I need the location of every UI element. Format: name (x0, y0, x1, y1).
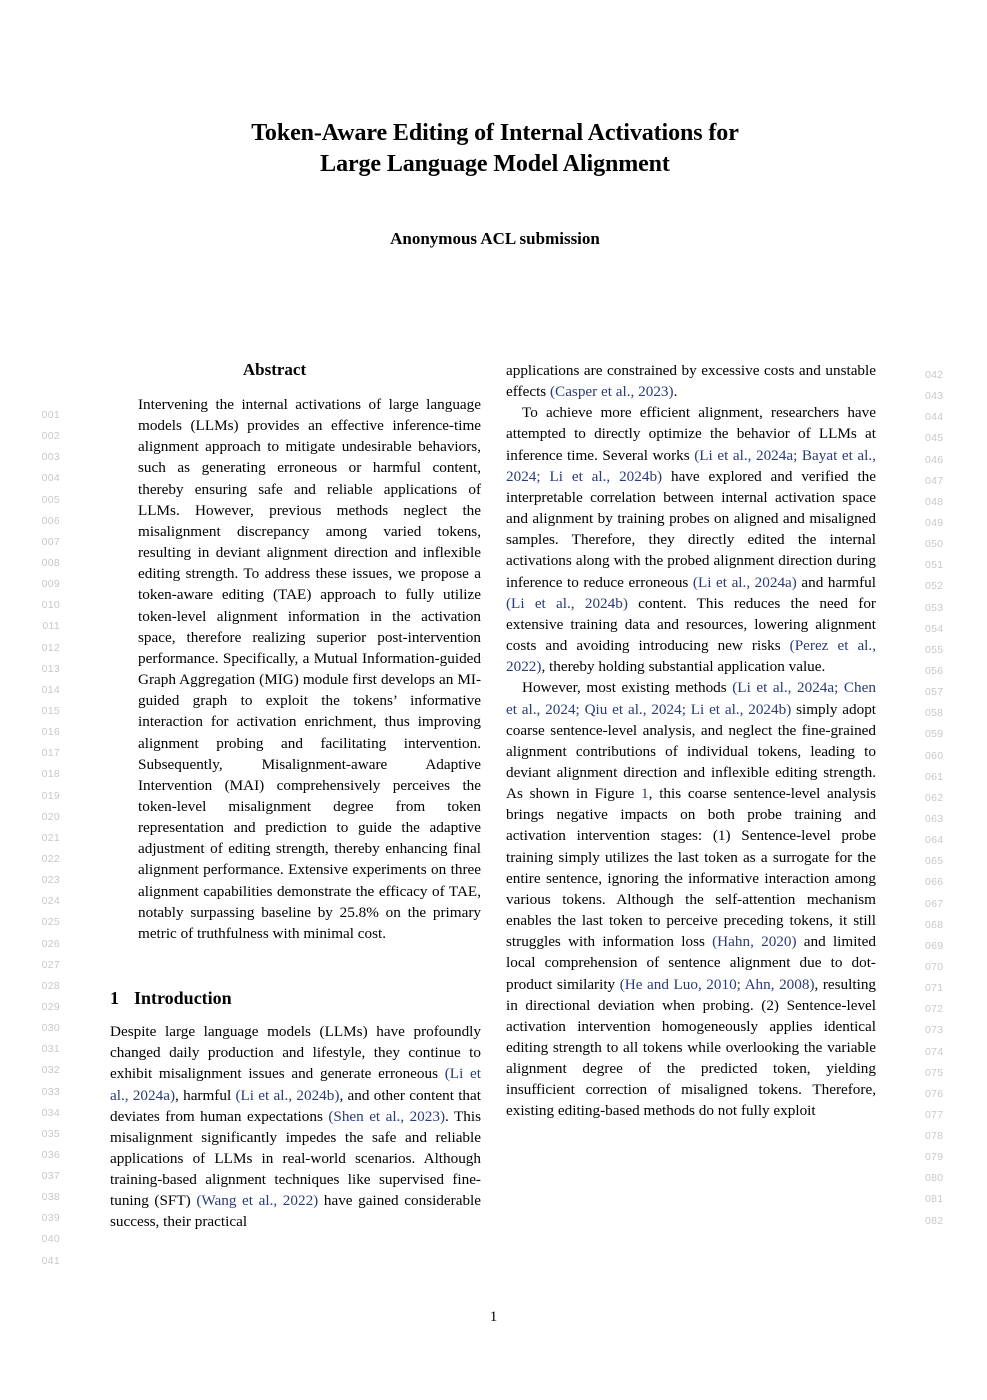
line-number: 053 (925, 601, 944, 614)
line-number: 044 (925, 411, 944, 424)
body-text: have gained considerable success, their practical (110, 1192, 481, 1231)
line-number: 038 (41, 1191, 60, 1204)
line-number: 002 (41, 430, 60, 443)
line-number: 024 (41, 895, 60, 908)
line-number: 070 (925, 960, 944, 973)
body-text: content. This reduces the need for extensive training data and resources, lowering alignment costs and avoiding introducing new risks (506, 594, 876, 655)
author-line: Anonymous ACL submission (390, 229, 600, 248)
line-number: 020 (41, 810, 60, 823)
line-number: 066 (925, 876, 944, 889)
line-number: 072 (925, 1003, 944, 1016)
body-text: applications are constrained by excessive costs and unstable effects (506, 362, 876, 401)
citation-link[interactable]: 1 (641, 785, 649, 803)
line-number: 055 (925, 643, 944, 656)
line-number: 059 (925, 728, 944, 741)
line-number: 012 (41, 641, 60, 654)
line-number: 051 (925, 559, 944, 572)
citation-link[interactable]: (Li et al., 2024a) (692, 573, 797, 591)
page-title (120, 118, 870, 180)
line-number: 007 (41, 535, 60, 548)
body-text: , thereby holding substantial application value. (541, 658, 826, 676)
line-number: 037 (41, 1170, 60, 1183)
title-line-2: Large Language Model Alignment (320, 151, 670, 177)
line-number: 062 (925, 791, 944, 804)
line-number: 019 (41, 789, 60, 802)
line-number-gutter-left (14, 405, 60, 1272)
line-number: 015 (41, 704, 60, 717)
line-number: 054 (925, 622, 944, 635)
body-text: , resulting in directional deviation when probing. (2) Sentence-level activation intervention homogeneously applies identical editing strength to all tokens while overlooking the variable alignment degree of the predicted token, yielding insufficient correction of misaligned tokens. Therefore, existing editing-based methods do not fully exploit (506, 975, 877, 1120)
line-number: 026 (41, 937, 60, 950)
line-number: 021 (41, 831, 60, 844)
line-number: 067 (925, 897, 944, 910)
line-number: 042 (925, 369, 944, 381)
body-text: Despite large language models (LLMs) have profoundly changed daily production and lifestyle, they continue to exhibit misalignment issues and generate erroneous (110, 1023, 481, 1083)
line-number: 043 (925, 390, 944, 403)
line-number: 063 (925, 812, 944, 825)
line-number: 023 (41, 874, 60, 887)
citation-link[interactable]: (Li et al., 2024b) (506, 594, 628, 612)
paragraph-intro-3 (506, 677, 876, 1121)
column-right (506, 360, 876, 1122)
body-text: , and other content that deviates from human expectations (110, 1086, 481, 1125)
line-number: 009 (41, 578, 60, 591)
abstract-text: Intervening the internal activations of large language models (LLMs) provides an effective inference-time alignment approach to mitigate undesirable behaviors, such as generating erroneous or harmful content, thereby ensuring safe and reliable applications of LLMs. However, previous methods neglect the misalignment discrepancy among varied tokens, resulting in deviant alignment direction and inflexible editing strength. To address these issues, we propose a token-aware editing (TAE) approach to fully utilize token-level alignment information in the activation space, therefore realizing superior post-intervention performance. Specifically, a Mutual Information-guided Graph Aggregation (MIG) module first develops an MI-guided graph to exploit the tokens’ informative interaction for activation enrichment, thus improving alignment probing and facilitating intervention. Subsequently, Misalignment-aware Adaptive Intervention (MAI) comprehensively perceives the token-level misalignment degree from token representation and prediction to guide the adaptive adjustment of editing strength, thereby enhancing final alignment performance. Extensive experiments on three alignment capabilities demonstrate the efficacy of TAE, notably surpassing baseline by 25.8% on the primary metric of truthfulness with minimal cost. (138, 396, 481, 942)
paragraph-intro-1-cont (506, 360, 876, 402)
line-number: 010 (41, 599, 60, 612)
line-number: 034 (41, 1106, 60, 1119)
line-number: 075 (925, 1066, 944, 1079)
line-number: 008 (41, 556, 60, 569)
body-text: simply adopt coarse sentence-level analysis, and neglect the fine-grained alignment contributions of individual tokens, leading to deviant alignment direction and inflexible editing strength. As shown in Figure (506, 700, 877, 803)
section-title: Introduction (134, 988, 232, 1009)
line-number: 025 (41, 916, 60, 929)
line-number: 027 (41, 958, 60, 971)
line-number: 049 (925, 516, 944, 529)
line-number: 077 (925, 1108, 944, 1121)
line-number: 017 (41, 747, 60, 760)
line-number: 041 (41, 1254, 60, 1267)
line-number: 073 (925, 1024, 944, 1037)
title-line-1: Token-Aware Editing of Internal Activations for (251, 120, 739, 146)
line-number: 046 (925, 453, 944, 466)
line-number: 052 (925, 580, 944, 593)
body-text: and harmful (796, 573, 876, 591)
body-text: However, most existing methods (522, 679, 733, 697)
line-number: 035 (41, 1127, 60, 1140)
body-text: , harmful (175, 1086, 236, 1104)
body-text: , this coarse sentence-level analysis brings negative impacts on both probe training and activation intervention stages: (1) Sentence-level probe training simply utilizes the last token as a surrogate for the entire sentence, ignoring the informative interaction among various tokens. Although the self-attention mechanism enables the last token to perceive preceding tokens, it still struggles with information loss (506, 785, 876, 951)
line-number: 057 (925, 686, 944, 699)
line-number: 071 (925, 982, 944, 995)
line-number: 082 (925, 1214, 944, 1227)
body-text: and limited local comprehension of sentence alignment due to dot-product similarity (506, 933, 876, 993)
line-number: 031 (41, 1043, 60, 1056)
citation-link[interactable]: (Shen et al., 2023) (328, 1107, 446, 1125)
column-left (68, 360, 481, 1233)
citation-link[interactable]: (Li et al., 2024a; Chen et al., 2024; Qiu et al., 2024; Li et al., 2024b) (506, 679, 876, 718)
citation-link[interactable]: (Wang et al., 2022) (196, 1192, 319, 1210)
line-number: 029 (41, 1000, 60, 1013)
line-number: 058 (925, 707, 944, 720)
line-number: 033 (41, 1085, 60, 1098)
body-text: To achieve more efficient alignment, researchers have attempted to directly optimize the behavior of LLMs at inference time. Several works (506, 404, 876, 464)
body-text: . This misalignment significantly impedes the safe and reliable applications of LLMs in real-world scenarios. Although training-based alignment techniques like supervised fine-tuning (SFT) (110, 1107, 481, 1210)
line-number: 050 (925, 538, 944, 551)
line-number: 076 (925, 1087, 944, 1100)
line-number: 078 (925, 1130, 944, 1143)
line-number: 005 (41, 493, 60, 506)
line-number: 074 (925, 1045, 944, 1058)
page-number: 1 (489, 1308, 498, 1325)
line-number: 056 (925, 664, 944, 677)
line-number: 018 (41, 768, 60, 781)
abstract-heading: Abstract (242, 360, 307, 379)
line-number: 028 (41, 979, 60, 992)
line-number: 048 (925, 495, 944, 508)
line-number: 014 (41, 683, 60, 696)
line-number: 016 (41, 726, 60, 739)
line-number: 045 (925, 432, 944, 445)
line-number: 013 (41, 662, 60, 675)
line-number: 039 (41, 1212, 60, 1225)
paragraph-intro-2 (506, 402, 876, 677)
line-number: 036 (41, 1148, 60, 1161)
citation-link[interactable]: (Li et al., 2024a; Bayat et al., 2024; Li et al., 2024b) (506, 446, 876, 485)
line-number: 011 (42, 620, 60, 633)
line-number: 061 (925, 770, 944, 783)
citation-link[interactable]: (Li et al., 2024a) (110, 1065, 481, 1104)
line-number: 004 (41, 472, 60, 485)
line-number: 040 (41, 1233, 60, 1246)
line-number: 022 (41, 852, 60, 865)
line-number: 032 (41, 1064, 60, 1077)
section-number: 1 (110, 988, 119, 1009)
body-text: have explored and verified the interpretable correlation between internal activation space and alignment by training probes on aligned and misaligned samples. Therefore, they directly edited the internal activations along with the probed alignment direction during inference to reduce erroneous (506, 467, 876, 591)
line-number: 047 (925, 474, 944, 487)
citation-link[interactable]: (He and Luo, 2010; Ahn, 2008) (619, 975, 815, 993)
citation-link[interactable]: (Casper et al., 2023) (550, 383, 674, 401)
line-number-gutter-right (925, 365, 971, 1232)
line-number: 006 (41, 514, 60, 527)
citation-link[interactable]: (Li et al., 2024b) (235, 1086, 340, 1104)
line-number: 030 (41, 1022, 60, 1035)
line-number: 065 (925, 855, 944, 868)
line-number: 001 (41, 409, 60, 421)
line-number: 079 (925, 1151, 944, 1164)
citation-link[interactable]: (Hahn, 2020) (712, 933, 797, 951)
line-number: 060 (925, 749, 944, 762)
citation-link[interactable]: (Perez et al., 2022) (506, 637, 876, 676)
paragraph-intro-1 (68, 1021, 481, 1233)
line-number: 068 (925, 918, 944, 931)
line-number: 081 (925, 1193, 944, 1206)
line-number: 064 (925, 834, 944, 847)
line-number: 080 (925, 1172, 944, 1185)
line-number: 003 (41, 451, 60, 464)
line-number: 069 (925, 939, 944, 952)
section-heading-introduction (68, 988, 481, 1009)
body-text: . (673, 383, 678, 401)
